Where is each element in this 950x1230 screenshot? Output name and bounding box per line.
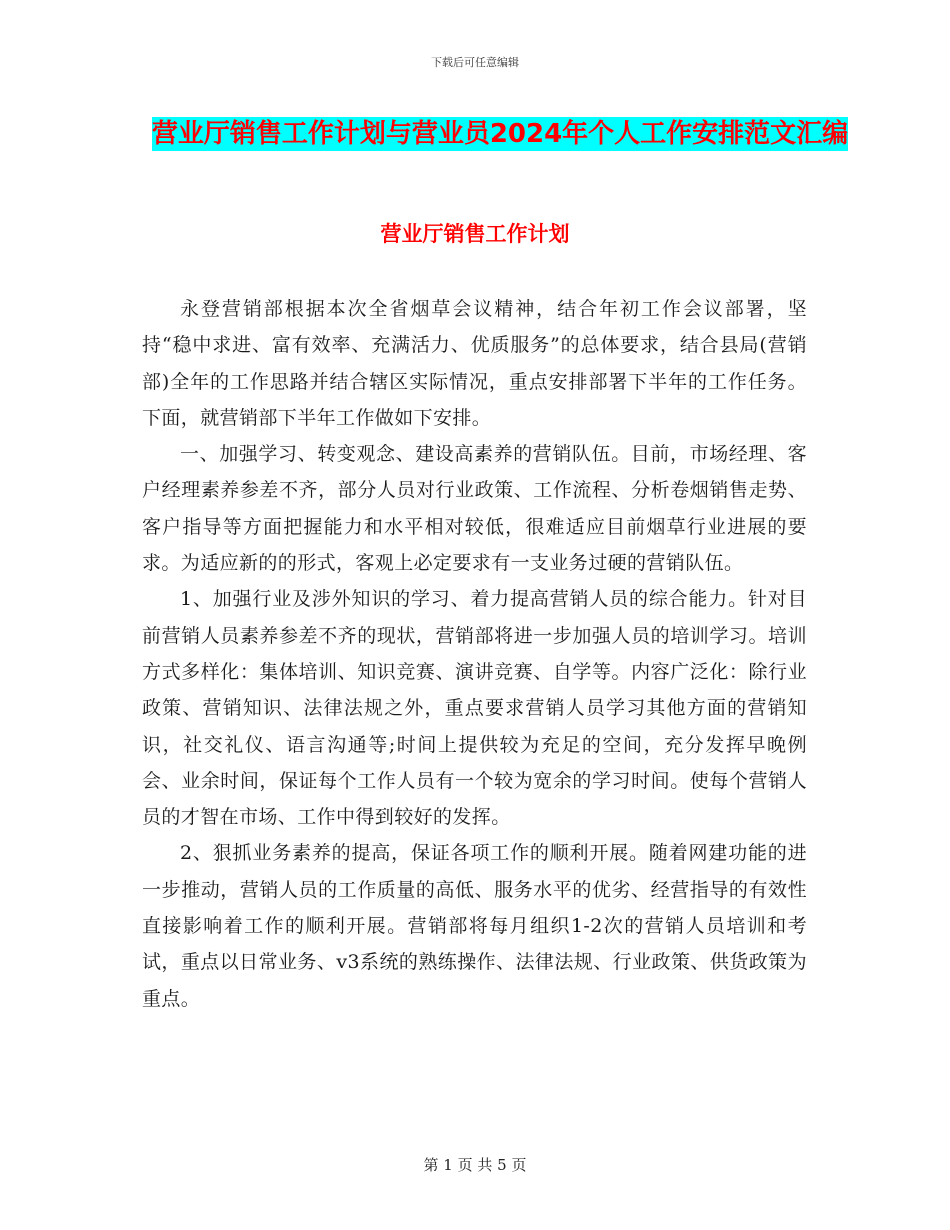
paragraph-item-1: 1、加强行业及涉外知识的学习、着力提高营销人员的综合能力。针对目前营销人员素养参差不齐的现状，营销部将进一步加强人员的培训学习。培训方式多样化：集体培训、知识竞赛、演讲竞赛、自学等。内容广泛化：除行业政策、营销知识、法律法规之外，重点要求营销人员学习其他方面的营销知识，社交礼仪、语言沟通等;时间上提供较为充足的空间，充分发挥早晚例会、业余时间，保证每个工作人员有一个较为宽余的学习时间。使每个营销人员的才智在市场、工作中得到较好的发挥。 (142, 588, 807, 829)
page-header-note: 下载后可任意编辑 (431, 56, 519, 69)
page-footer: 第 1 页 共 5 页 (423, 1156, 527, 1174)
document-title (140, 108, 860, 160)
paragraph-intro: 永登营销部根据本次全省烟草会议精神，结合年初工作会议部署，坚持“稳中求进、富有效率、充满活力、优质服务”的总体要求，结合县局(营销部)全年的工作思路并结合辖区实际情况，重点安排部署下半年的工作任务。下面，就营销部下半年工作做如下安排。 (142, 298, 807, 429)
document-body (142, 291, 807, 1017)
paragraph-point-one: 一、加强学习、转变观念、建设高素养的营销队伍。目前，市场经理、客户经理素养参差不齐，部分人员对行业政策、工作流程、分析卷烟销售走势、客户指导等方面把握能力和水平相对较低，很难适应目前烟草行业进展的要求。为适应新的的形式，客观上必定要求有一支业务过硬的营销队伍。 (142, 443, 807, 575)
document-title-highlight: 营业厅销售工作计划与营业员2024年个人工作安排范文汇编 (151, 119, 849, 149)
section-heading: 营业厅销售工作计划 (380, 222, 570, 246)
paragraph-item-2: 2、狠抓业务素养的提高，保证各项工作的顺利开展。随着网建功能的进一步推动，营销人员的工作质量的高低、服务水平的优劣、经营指导的有效性直接影响着工作的顺利开展。营销部将每月组织1-2次的营销人员培训和考试，重点以日常业务、v3系统的熟练操作、法律法规、行业政策、供货政策为重点。 (142, 842, 807, 1010)
